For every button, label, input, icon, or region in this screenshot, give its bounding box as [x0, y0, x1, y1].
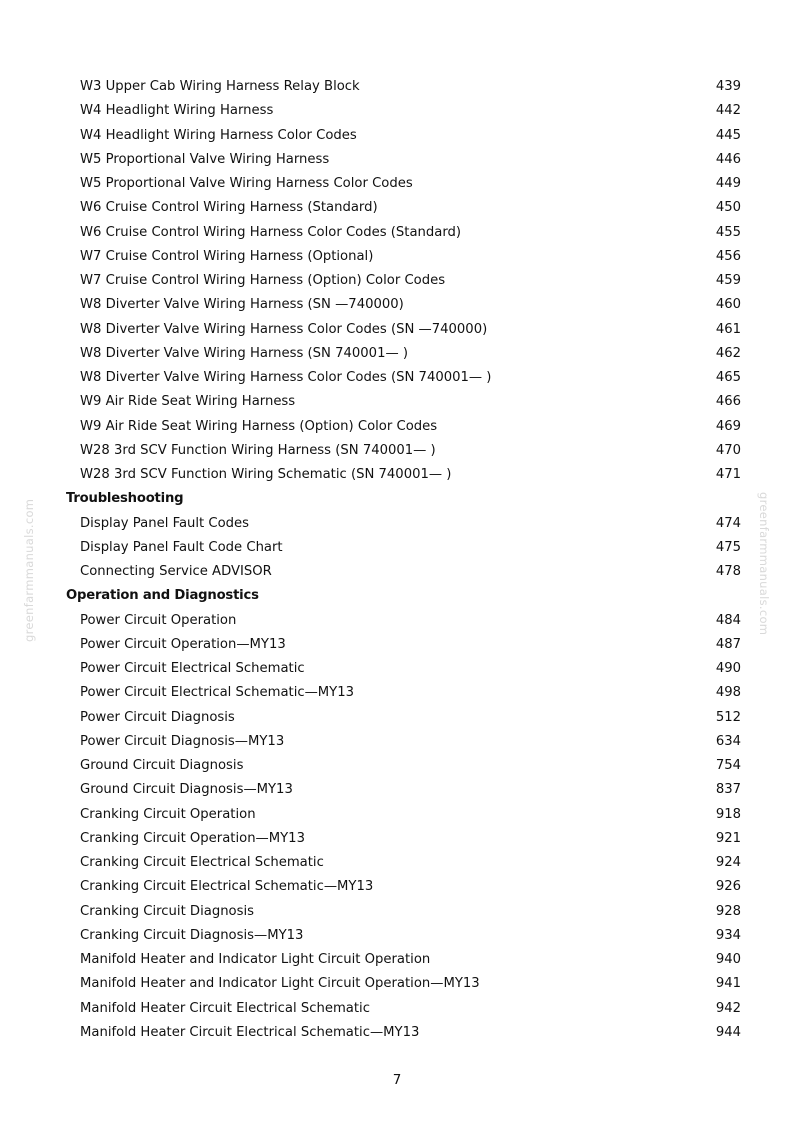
toc-entry-title[interactable]: W4 Headlight Wiring Harness Color Codes — [80, 127, 357, 143]
toc-entry[interactable] — [0, 633, 794, 657]
toc-entry[interactable] — [0, 1021, 794, 1045]
toc-entry-page-number[interactable]: 921 — [715, 830, 741, 846]
toc-entry[interactable] — [0, 948, 794, 972]
toc-entry[interactable] — [0, 900, 794, 924]
toc-entry-title[interactable]: W8 Diverter Valve Wiring Harness (SN 740001— ) — [80, 345, 408, 361]
toc-entry-page-number[interactable]: 942 — [715, 1000, 741, 1016]
toc-entry-page-number[interactable]: 455 — [715, 224, 741, 240]
toc-entry[interactable] — [0, 293, 794, 317]
toc-entry-page-number[interactable]: 837 — [715, 782, 741, 798]
toc-entry-title[interactable]: W8 Diverter Valve Wiring Harness Color Codes (SN —740000) — [80, 321, 488, 337]
toc-entry-page-number[interactable]: 918 — [715, 806, 741, 822]
toc-entry-title[interactable]: Cranking Circuit Electrical Schematic—MY13 — [80, 879, 374, 895]
toc-entry-title[interactable]: W5 Proportional Valve Wiring Harness — [80, 151, 330, 167]
toc-entry-page-number[interactable]: 465 — [715, 370, 741, 385]
toc-entry-page-number[interactable]: 446 — [715, 151, 741, 167]
toc-entry-title[interactable]: W7 Cruise Control Wiring Harness (Option) Color Codes — [80, 273, 446, 288]
toc-entry-page-number[interactable]: 445 — [715, 127, 741, 143]
toc-entry-title[interactable]: Power Circuit Diagnosis — [80, 709, 235, 725]
toc-entry[interactable] — [0, 463, 794, 487]
toc-entry-title[interactable]: Manifold Heater and Indicator Light Circuit Operation—MY13 — [80, 976, 480, 992]
toc-entry[interactable] — [0, 560, 794, 584]
toc-entry-page-number[interactable]: 462 — [715, 345, 741, 361]
toc-entry-page-number[interactable]: 924 — [715, 855, 741, 870]
toc-entry-page-number[interactable]: 634 — [715, 733, 741, 749]
toc-entry-title[interactable]: Ground Circuit Diagnosis — [80, 758, 244, 773]
toc-entry-title[interactable]: W5 Proportional Valve Wiring Harness Color Codes — [80, 176, 413, 191]
toc-entry-page-number[interactable]: 474 — [715, 515, 741, 531]
toc-heading-title: Troubleshooting — [66, 491, 184, 507]
toc-entry-title[interactable]: Power Circuit Electrical Schematic — [80, 661, 305, 676]
toc-entry[interactable] — [0, 415, 794, 439]
toc-entry-title[interactable]: Power Circuit Diagnosis—MY13 — [80, 733, 285, 749]
toc-entry[interactable] — [0, 196, 794, 220]
toc-entry-page-number[interactable]: 442 — [715, 103, 741, 119]
toc-entry-title[interactable]: W28 3rd SCV Function Wiring Harness (SN 740001— ) — [80, 442, 436, 458]
toc-entry-title[interactable]: Cranking Circuit Operation — [80, 806, 256, 822]
toc-entry-title[interactable]: W9 Air Ride Seat Wiring Harness (Option) Color Codes — [80, 418, 438, 434]
toc-entry-title[interactable]: W8 Diverter Valve Wiring Harness (SN —740000) — [80, 297, 404, 313]
toc-entry[interactable] — [0, 172, 794, 196]
toc-entry-page-number[interactable]: 450 — [715, 200, 741, 216]
toc-entry-page-number[interactable]: 461 — [715, 321, 741, 337]
toc-entry-page-number[interactable]: 490 — [715, 661, 741, 676]
toc-entry-page-number[interactable]: 456 — [715, 248, 741, 264]
toc-entry-title[interactable]: W3 Upper Cab Wiring Harness Relay Block — [80, 79, 360, 94]
toc-entry-title[interactable]: Cranking Circuit Diagnosis — [80, 903, 255, 919]
toc-entry[interactable] — [0, 342, 794, 366]
toc-entry-title[interactable]: W7 Cruise Control Wiring Harness (Optional) — [80, 248, 374, 264]
toc-entry-page-number[interactable]: 941 — [715, 976, 741, 992]
toc-entry-title[interactable]: Ground Circuit Diagnosis—MY13 — [80, 782, 293, 798]
toc-section-heading — [0, 584, 794, 608]
toc-entry-title[interactable]: Connecting Service ADVISOR — [80, 564, 272, 579]
toc-entry-page-number[interactable]: 926 — [715, 879, 741, 895]
toc-entry[interactable] — [0, 366, 794, 390]
toc-entry-page-number[interactable]: 449 — [715, 176, 741, 191]
toc-entry-title[interactable]: Cranking Circuit Operation—MY13 — [80, 830, 305, 846]
toc-entry-title[interactable]: W28 3rd SCV Function Wiring Schematic (SN 740001— ) — [80, 467, 452, 482]
toc-entry[interactable] — [0, 657, 794, 681]
toc-entry[interactable] — [0, 390, 794, 414]
toc-entry[interactable] — [0, 439, 794, 463]
toc-entry-title[interactable]: Power Circuit Operation — [80, 612, 237, 628]
toc-entry-page-number[interactable]: 470 — [715, 442, 741, 458]
toc-entry-page-number[interactable]: 940 — [715, 952, 741, 967]
toc-entry[interactable] — [0, 730, 794, 754]
toc-entry-page-number[interactable]: 471 — [715, 467, 741, 482]
toc-entry[interactable] — [0, 512, 794, 536]
toc-entry[interactable] — [0, 778, 794, 802]
toc-entry[interactable] — [0, 851, 794, 875]
toc-entry-page-number[interactable]: 478 — [715, 564, 741, 579]
toc-entry[interactable] — [0, 318, 794, 342]
toc-entry-title[interactable]: Manifold Heater and Indicator Light Circuit Operation — [80, 952, 431, 967]
toc-entry-page-number[interactable]: 512 — [715, 709, 741, 725]
toc-entry-page-number[interactable]: 754 — [715, 758, 741, 773]
toc-entry-page-number[interactable]: 475 — [715, 539, 741, 555]
toc-entry-title[interactable]: Display Panel Fault Code Chart — [80, 539, 283, 555]
toc-entry[interactable] — [0, 245, 794, 269]
toc-entry[interactable] — [0, 99, 794, 123]
toc-entry-title[interactable]: Display Panel Fault Codes — [80, 515, 250, 531]
toc-entry[interactable] — [0, 269, 794, 293]
toc-entry-title[interactable]: Manifold Heater Circuit Electrical Schematic—MY13 — [80, 1024, 420, 1040]
toc-entry[interactable] — [0, 148, 794, 172]
toc-entry[interactable] — [0, 681, 794, 705]
toc-entry[interactable] — [0, 536, 794, 560]
page-number: 7 — [392, 1072, 402, 1088]
toc-entry-title[interactable]: Cranking Circuit Electrical Schematic — [80, 855, 324, 870]
toc-heading-title: Operation and Diagnostics — [66, 588, 259, 604]
watermark-left: greenfarmmanuals.com — [22, 498, 36, 642]
toc-entry[interactable] — [0, 924, 794, 948]
toc-entry-title[interactable]: Cranking Circuit Diagnosis—MY13 — [80, 927, 304, 943]
toc-entry[interactable] — [0, 997, 794, 1021]
toc-entry[interactable] — [0, 75, 794, 99]
toc-entry-page-number[interactable]: 487 — [715, 636, 741, 652]
toc-entry-title[interactable]: Power Circuit Operation—MY13 — [80, 636, 286, 652]
toc-entry-page-number[interactable]: 439 — [715, 79, 741, 94]
toc-entry[interactable] — [0, 803, 794, 827]
table-of-contents — [0, 75, 794, 1045]
toc-entry-title[interactable]: W8 Diverter Valve Wiring Harness Color Codes (SN 740001— ) — [80, 370, 492, 385]
toc-entry-page-number[interactable]: 944 — [715, 1024, 741, 1040]
toc-section-heading — [0, 487, 794, 511]
toc-entry-title[interactable]: Manifold Heater Circuit Electrical Schematic — [80, 1000, 370, 1016]
toc-entry-title[interactable]: W4 Headlight Wiring Harness — [80, 103, 274, 119]
toc-entry[interactable] — [0, 706, 794, 730]
toc-entry-page-number[interactable]: 459 — [715, 273, 741, 288]
toc-entry[interactable] — [0, 124, 794, 148]
toc-entry-page-number[interactable]: 466 — [715, 394, 741, 410]
toc-entry-title[interactable]: W6 Cruise Control Wiring Harness (Standard) — [80, 200, 378, 216]
toc-entry-page-number[interactable]: 484 — [715, 612, 741, 628]
toc-entry-title[interactable]: W9 Air Ride Seat Wiring Harness — [80, 394, 296, 410]
toc-entry-page-number[interactable]: 928 — [715, 903, 741, 919]
toc-entry[interactable] — [0, 221, 794, 245]
toc-entry[interactable] — [0, 609, 794, 633]
watermark-right: greenfarmmanuals.com — [757, 492, 771, 636]
toc-entry-page-number[interactable]: 934 — [715, 927, 741, 943]
toc-entry-page-number[interactable]: 460 — [715, 297, 741, 313]
toc-entry-title[interactable]: W6 Cruise Control Wiring Harness Color Codes (Standard) — [80, 224, 462, 240]
toc-entry-page-number[interactable]: 469 — [715, 418, 741, 434]
toc-entry[interactable] — [0, 875, 794, 899]
toc-entry[interactable] — [0, 754, 794, 778]
toc-entry-title[interactable]: Power Circuit Electrical Schematic—MY13 — [80, 685, 355, 701]
toc-entry[interactable] — [0, 972, 794, 996]
toc-entry-page-number[interactable]: 498 — [715, 685, 741, 701]
toc-entry[interactable] — [0, 827, 794, 851]
